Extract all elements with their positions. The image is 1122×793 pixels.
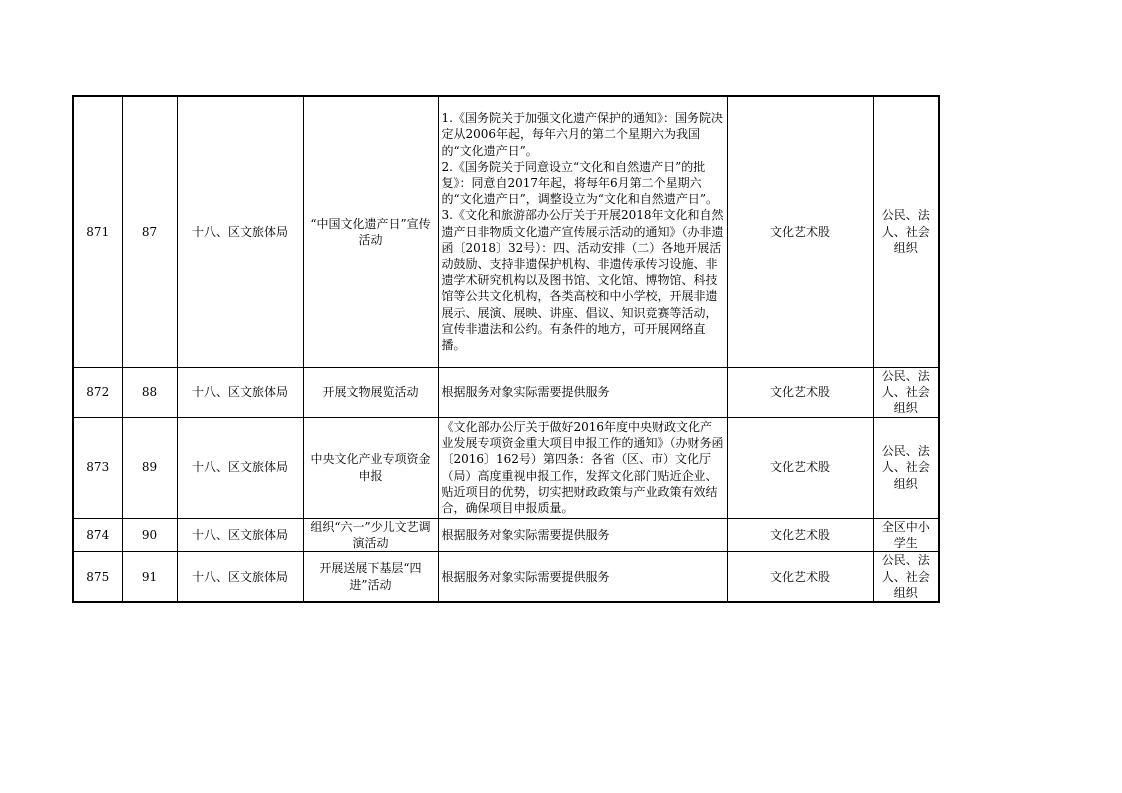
seq-cell: 873	[73, 417, 122, 518]
seq-cell: 874	[73, 518, 122, 551]
basis-cell	[438, 96, 727, 367]
seq-cell: 871	[73, 96, 122, 367]
basis-paragraph: 根据服务对象实际需要提供服务	[441, 569, 610, 584]
basis-cell	[438, 551, 727, 602]
basis-paragraph: 1.《国务院关于加强文化遗产保护的通知》：国务院决定从2006年起，每年六月的第二个星期六为我国的“文化遗产日”。	[441, 111, 723, 158]
item-name-cell: 组织“六一”少儿文艺调演活动	[303, 518, 438, 551]
unit-cell: 文化艺术股	[727, 518, 873, 551]
item-name-cell: 开展送展下基层“四进”活动	[303, 551, 438, 602]
services-table	[72, 95, 940, 603]
seq-cell: 872	[73, 367, 122, 417]
sub-seq-cell: 88	[122, 367, 177, 417]
basis-paragraph: 3.《文化和旅游部办公厅关于开展2018年文化和自然遗产日非物质文化遗产宣传展示活动的通知》（办非遗函〔2018〕32号）：四、活动安排（二）各地开展活动鼓励、支持非遗保护机构、非遗传承传习设施、非遗学术研究机构以及图书馆、文化馆、博物馆、科技馆等公共文化机构，各类高校和中小学校，开展非遗展示、展演、展映、讲座、倡议、知识竞赛等活动，宣传非遗法和公约。有条件的地方，可开展网络直播。	[441, 208, 724, 353]
target-cell: 公民、法人、社会组织	[873, 551, 939, 602]
basis-paragraph: 《文化部办公厅关于做好2016年度中央财政文化产业发展专项资金重大项目申报工作的通知》（办财务函〔2016〕162号）第四条：各省（区、市）文化厅（局）高度重视申报工作，发挥文化部门贴近企业、贴近项目的优势，切实把财政政策与产业政策有效结合，确保项目申报质量。	[441, 419, 724, 515]
item-name-cell: 中央文化产业专项资金申报	[303, 417, 438, 518]
basis-cell	[438, 518, 727, 551]
sub-seq-cell: 87	[122, 96, 177, 367]
basis-paragraph: 根据服务对象实际需要提供服务	[441, 527, 610, 542]
department-cell: 十八、区文旅体局	[177, 417, 303, 518]
target-cell: 公民、法人、社会组织	[873, 417, 939, 518]
table-row	[73, 551, 939, 602]
table-row	[73, 367, 939, 417]
basis-paragraph: 根据服务对象实际需要提供服务	[441, 384, 610, 399]
target-cell: 公民、法人、社会组织	[873, 96, 939, 367]
unit-cell: 文化艺术股	[727, 96, 873, 367]
sub-seq-cell: 91	[122, 551, 177, 602]
target-cell: 全区中小学生	[873, 518, 939, 551]
target-cell: 公民、法人、社会组织	[873, 367, 939, 417]
department-cell: 十八、区文旅体局	[177, 367, 303, 417]
unit-cell: 文化艺术股	[727, 367, 873, 417]
item-name-cell: “中国文化遗产日”宣传活动	[303, 96, 438, 367]
department-cell: 十八、区文旅体局	[177, 96, 303, 367]
basis-cell	[438, 417, 727, 518]
sub-seq-cell: 90	[122, 518, 177, 551]
sub-seq-cell: 89	[122, 417, 177, 518]
table-row	[73, 96, 939, 367]
department-cell: 十八、区文旅体局	[177, 518, 303, 551]
table-row	[73, 417, 939, 518]
unit-cell: 文化艺术股	[727, 551, 873, 602]
basis-cell	[438, 367, 727, 417]
seq-cell: 875	[73, 551, 122, 602]
basis-paragraph: 2.《国务院关于同意设立“文化和自然遗产日”的批复》：同意自2017年起，将每年6月第二个星期六的“文化遗产日”，调整设立为“文化和自然遗产日”。	[441, 159, 719, 207]
table-row	[73, 518, 939, 551]
department-cell: 十八、区文旅体局	[177, 551, 303, 602]
unit-cell: 文化艺术股	[727, 417, 873, 518]
item-name-cell: 开展文物展览活动	[303, 367, 438, 417]
